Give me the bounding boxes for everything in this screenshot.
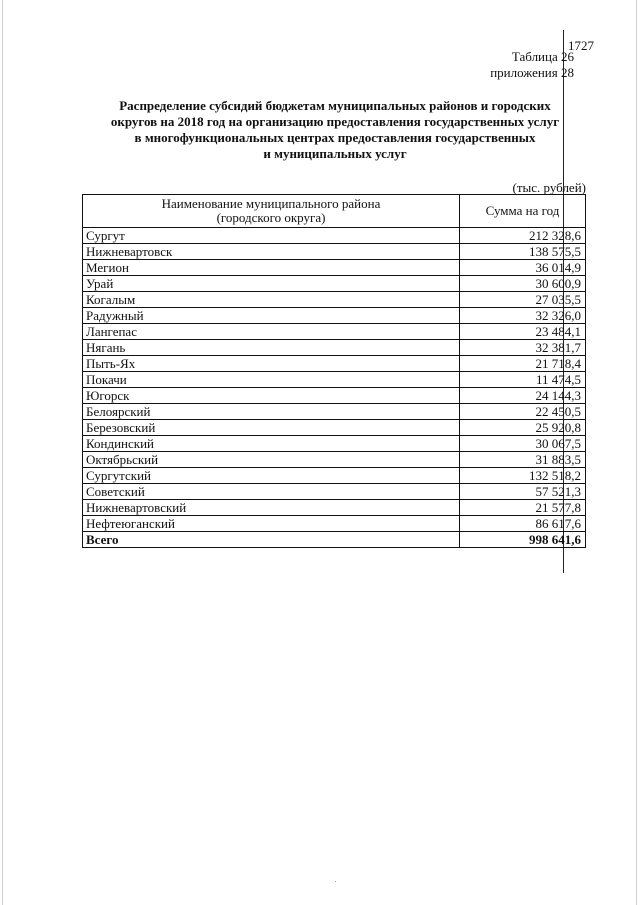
table-row [83, 372, 586, 388]
table-row [83, 468, 586, 484]
document-title [82, 98, 588, 162]
municipality-name-cell: Лангепас [83, 324, 460, 340]
table-row [83, 228, 586, 244]
annual-sum-cell: 22 450,5 [460, 404, 586, 420]
municipality-name-cell: Нижневартовский [83, 500, 460, 516]
table-row [83, 308, 586, 324]
table-row [83, 276, 586, 292]
municipality-name-cell: Сургут [83, 228, 460, 244]
table-label: Таблица 26 [511, 49, 574, 64]
table-row [83, 356, 586, 372]
table-row [83, 404, 586, 420]
scan-right-edge [636, 0, 637, 905]
table-row [83, 260, 586, 276]
municipality-name-cell: Урай [83, 276, 460, 292]
scan-left-edge [2, 0, 3, 905]
municipality-name-cell: Березовский [83, 420, 460, 436]
annual-sum-cell: 11 474,5 [460, 372, 586, 388]
table-total-row [83, 532, 586, 548]
municipality-name-cell: Сургутский [83, 468, 460, 484]
appendix-label: приложения 28 [490, 65, 574, 80]
total-sum-cell: 998 641,6 [460, 532, 586, 548]
table-row [83, 324, 586, 340]
municipality-name-cell: Нягань [83, 340, 460, 356]
annual-sum-cell: 32 381,7 [460, 340, 586, 356]
total-label-cell: Всего [83, 532, 460, 548]
table-reference [490, 49, 574, 81]
units-label: (тыс. рублей) [512, 180, 586, 195]
municipality-name-cell: Покачи [83, 372, 460, 388]
municipality-name-cell: Когалым [83, 292, 460, 308]
municipality-name-cell: Югорск [83, 388, 460, 404]
annual-sum-cell: 27 035,5 [460, 292, 586, 308]
table-row [83, 340, 586, 356]
annual-sum-cell: 32 326,0 [460, 308, 586, 324]
column-header-name-line1: Наименование муниципального района [161, 196, 381, 211]
annual-sum-cell: 21 577,8 [460, 500, 586, 516]
table-row [83, 500, 586, 516]
table-row [83, 292, 586, 308]
annual-sum-cell: 132 518,2 [460, 468, 586, 484]
title-line: Распределение субсидий бюджетам муниципальных районов и городских [119, 98, 551, 113]
title-line: округов на 2018 год на организацию предоставления государственных услуг [110, 114, 560, 129]
municipality-name-cell: Радужный [83, 308, 460, 324]
annual-sum-cell: 21 718,4 [460, 356, 586, 372]
municipality-name-cell: Нижневартовск [83, 244, 460, 260]
annual-sum-cell: 30 600,9 [460, 276, 586, 292]
table-row [83, 452, 586, 468]
municipality-name-cell: Мегион [83, 260, 460, 276]
table-row [83, 388, 586, 404]
municipality-name-cell: Октябрьский [83, 452, 460, 468]
annual-sum-cell: 23 484,1 [460, 324, 586, 340]
annual-sum-cell: 86 617,6 [460, 516, 586, 532]
table-header-row [83, 195, 586, 228]
table-row [83, 244, 586, 260]
page-number: 1727 [568, 38, 594, 53]
annual-sum-cell: 31 883,5 [460, 452, 586, 468]
table-row [83, 484, 586, 500]
column-header-sum: Сумма на год [460, 195, 586, 228]
annual-sum-cell: 212 328,6 [460, 228, 586, 244]
column-header-name-line2: (городского округа) [216, 210, 326, 225]
municipality-name-cell: Пыть-Ях [83, 356, 460, 372]
title-line: в многофункциональных центрах предоставления государственных [134, 130, 536, 145]
table-body [83, 228, 586, 548]
annual-sum-cell: 57 521,3 [460, 484, 586, 500]
municipality-name-cell: Белоярский [83, 404, 460, 420]
table-row [83, 436, 586, 452]
column-header-name [83, 195, 460, 228]
table-row [83, 420, 586, 436]
annual-sum-cell: 30 067,5 [460, 436, 586, 452]
municipality-name-cell: Нефтеюганский [83, 516, 460, 532]
annual-sum-cell: 138 575,5 [460, 244, 586, 260]
title-line: и муниципальных услуг [263, 146, 407, 161]
municipality-name-cell: Кондинский [83, 436, 460, 452]
subsidy-table [82, 194, 586, 548]
scan-speck [335, 881, 336, 882]
annual-sum-cell: 24 144,3 [460, 388, 586, 404]
municipality-name-cell: Советский [83, 484, 460, 500]
annual-sum-cell: 36 014,9 [460, 260, 586, 276]
annual-sum-cell: 25 920,8 [460, 420, 586, 436]
table-row [83, 516, 586, 532]
